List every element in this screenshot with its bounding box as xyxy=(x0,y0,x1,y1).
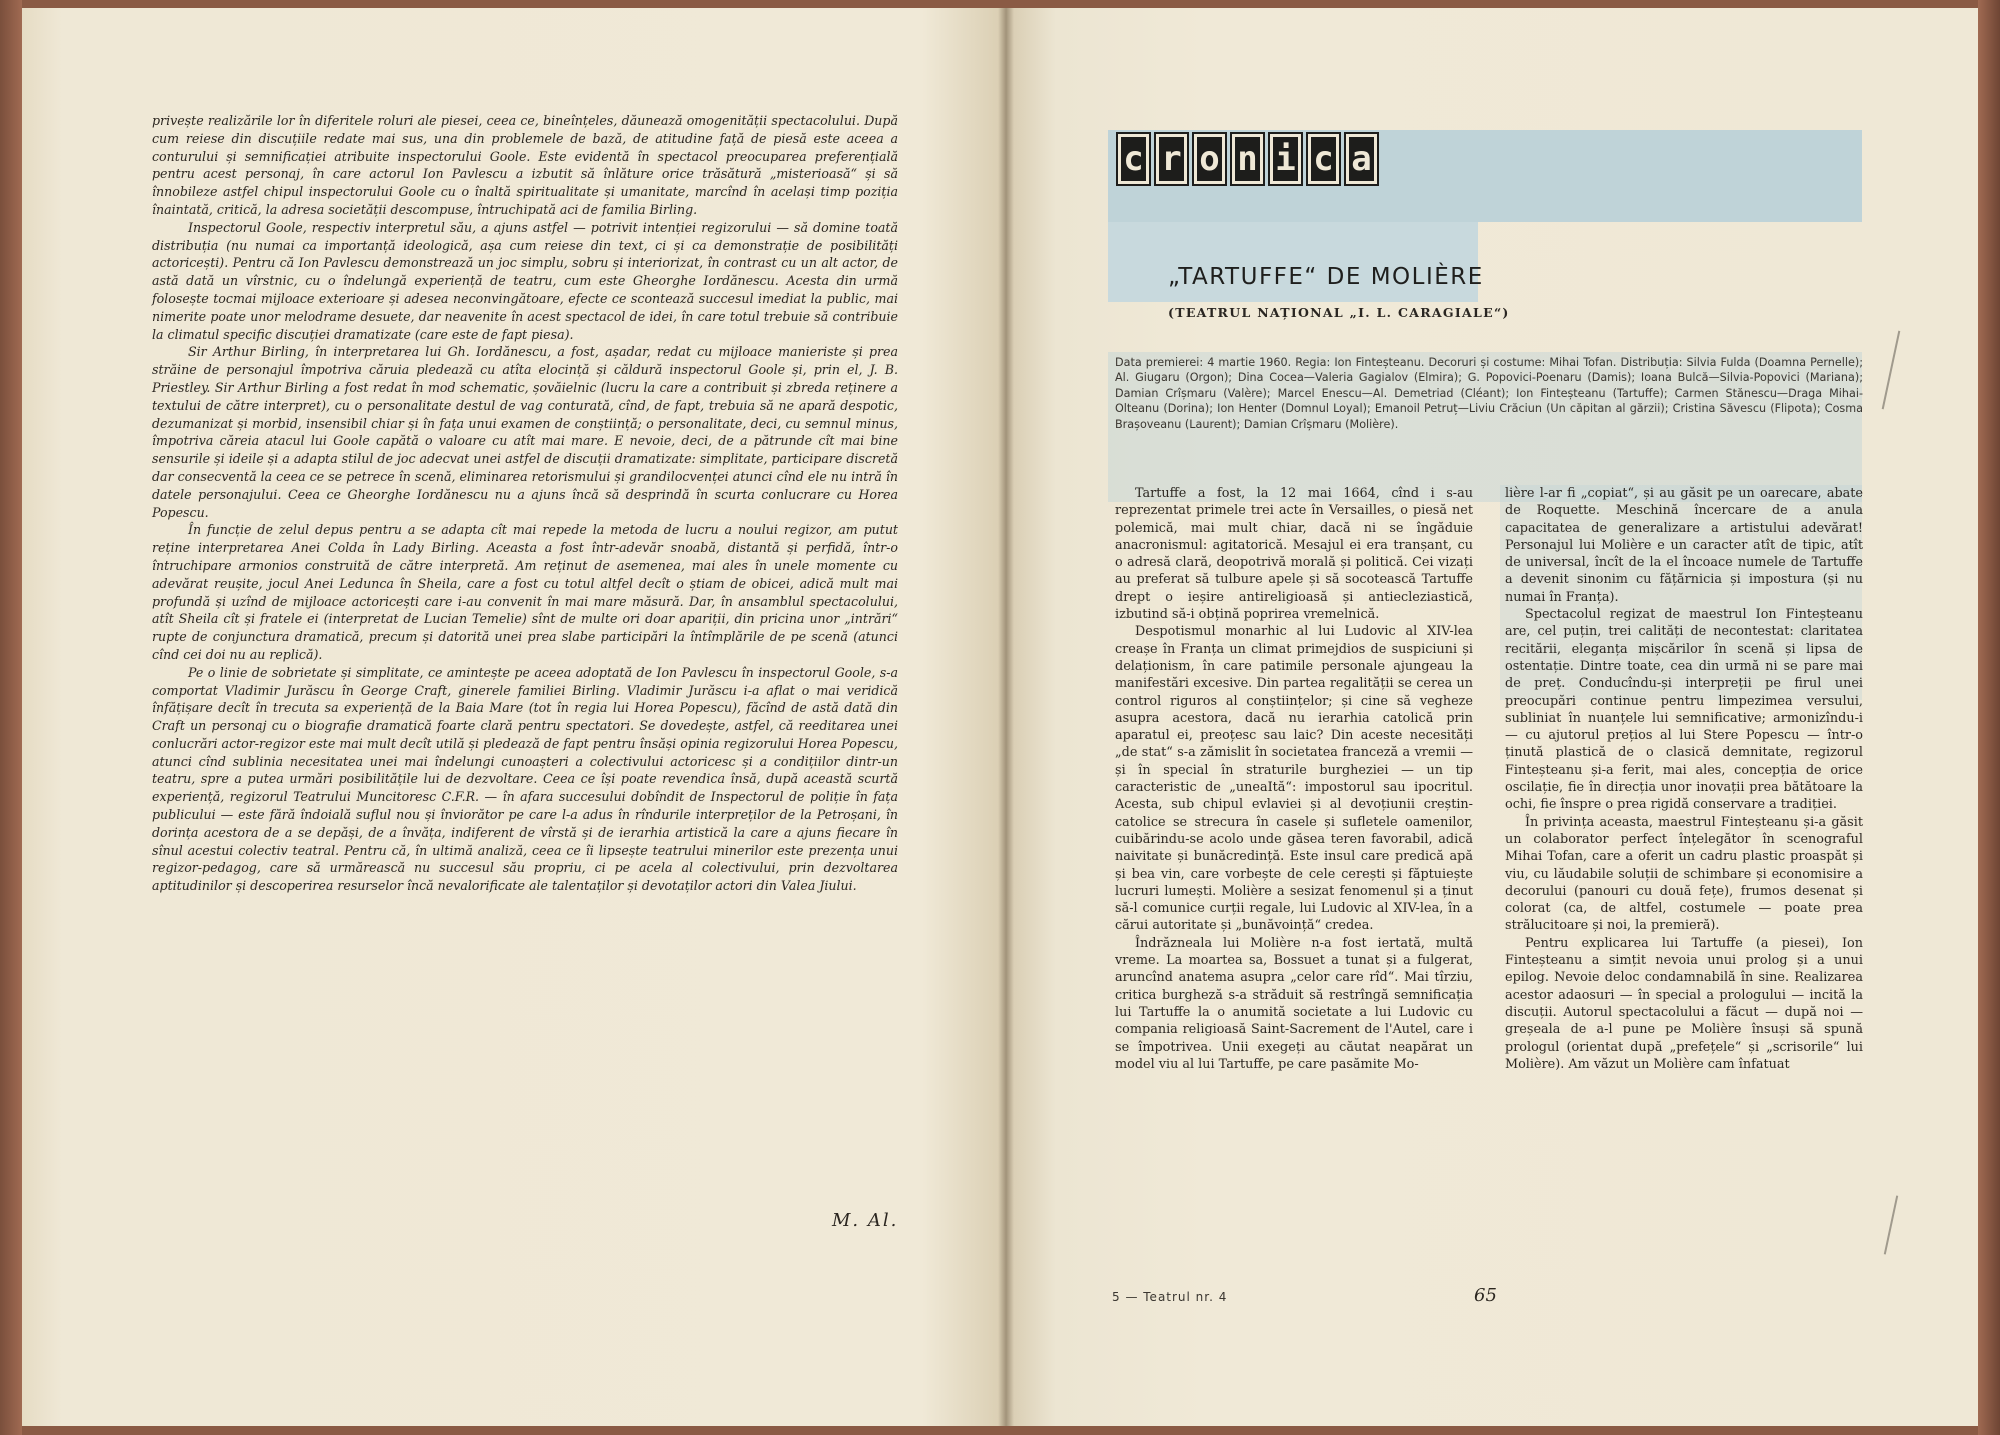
col2-paragraph-4: Pentru explicarea lui Tartuffe (a piesei), Ion Finteșteanu a simțit nevoia unui prolog și a unui epilog. Nevoie deloc condamnabilă în sine. Realizarea acestor adaosuri — în special a prologului — incită la discuții. Autorul spectacolului a făcut — după noi — greșeala de a-l pune pe Molière însuși să spună prologul (orientat după „prefețele“ și „scrisorile“ lui Molière). Am văzut un Molière cam înfatuat xyxy=(1505,935,1863,1072)
title-band xyxy=(1108,222,1478,302)
col1-paragraph-1: Tartuffe a fost, la 12 mai 1664, cînd i s-au reprezentat primele trei acte în Versailles, o piesă net polemică, mai mult chiar, dacă ni se îngăduie anacronismul: agitatorică. Mesajul ei era tranșant, cu o adresă clară, deopotrivă morală și politică. Cei vizați au preferat să tulbure apele și să socotească Tartuffe drept o ieșire antireligioasă și antiecleziastică, izbutind să-i obțină poprirea vremelnică. xyxy=(1115,486,1473,623)
book-gutter xyxy=(998,8,1014,1426)
left-page-article-text xyxy=(152,112,898,895)
left-paragraph-3: Sir Arthur Birling, în interpretarea lui Gh. Iordănescu, a fost, așadar, redat cu mijloace manieriste și prea străine de personajul împotriva căruia pledează cu atîta elocință și căldură inspectorul Goole și, prin el, J. B. Priestley. Sir Arthur Birling a fost redat în mod schematic, șovăielnic (lucru la care a contribuit și zbreda reținere a textului de către interpret), cu o personalitate destul de vag conturată, cînd, de fapt, trebuia să ne apară despotic, dezumanizat și morbid, insensibil chiar și în fața unui examen de conștiință; o personalitate, deci, cu semnul minus, împotriva căreia atacul lui Goole capătă o valoare cu atît mai mare. E nevoie, deci, de a pătrunde cît mai bine sensurile și ideile și a adapta stilul de joc adecvat unei astfel de discuții dramatizate: simplitate, participare discretă dar consecventă la ceea ce se petrece în scenă, eliminarea retorismului și grandilocvenței atunci cînd ele nu intră în datele personajului. Ceea ce Gheorghe Iordănescu nu a ajuns încă să desprindă în scurta conlucrare cu Horea Popescu. xyxy=(152,344,898,520)
article-title: „TARTUFFE“ DE MOLIÈRE xyxy=(1168,264,1484,290)
issue-footer: 5 — Teatrul nr. 4 xyxy=(1112,1290,1228,1304)
left-paragraph-5: Pe o linie de sobrietate și simplitate, ce amintește pe aceea adoptată de Ion Pavlescu în inspectorul Goole, s-a comportat Vladimir Jurăscu în George Craft, ginerele familiei Birling. Vladimir Jurăscu i-a aflat o mai veridică înfățișare decît în trecuta sa experiență de la Baia Mare (tot în regia lui Horea Popescu), făcînd de astă dată din Craft un personaj cu o biografie dramatică foarte clară pentru spectatori. Se dovedește, astfel, că reeditarea unei conlucrări actor-regizor este mai mult decît utilă și pledează de fapt pentru însăși opinia regizorului Horea Popescu, atunci cînd sublinia necesitatea unei mai îndelungi cunoașteri a colectivului actoricesc și a condițiilor dintr-un teatru, spre a putea urmări posibilitățile lui de dezvoltare. Ceea ce își poate revendica însă, după această scurtă experiență, regizorul Teatrului Muncitoresc C.F.R. — în afara succesului dobîndit de Inspectorul de poliție în fața publicului — este fără îndoială suflul nou și înviorător pe care l-a adus în rîndurile interpreților de la Petroșani, în dorința acestora de a se depăși, de a învăța, indiferent de vîrstă și de ierarhia artistică la care a ajuns fiecare în sînul acestui colectiv teatral. Pentru că, în ultimă analiză, ceea ce îi lipsește teatrului minerilor este prezența unui regizor-pedagog, care să urmărească nu succesul său propriu, ci pe acela al colectivului, prin dezvoltarea aptitudinilor și descoperirea resurselor încă nevalorificate ale talentaților și devotaților actori din Valea Jiului. xyxy=(152,664,898,894)
col1-paragraph-3: Îndrăzneala lui Molière n-a fost iertată, multă vreme. La moartea sa, Bossuet a tunat și a fulgerat, aruncînd anatema asupra „celor care rîd“. Mai tîrziu, critica burgheză s-a străduit să restrîngă semnificația lui Tartuffe la o anumită societate a lui Ludovic cu compania religioasă Saint-Sacrement de l'Autel, care i se împotrivea. Unii exegeți au căutat neapărat un model viu al lui Tartuffe, pe care pasămite Mo- xyxy=(1115,935,1473,1072)
left-paragraph-4: În funcție de zelul depus pentru a se adapta cît mai repede la metoda de lucru a noului regizor, am putut reține interpretarea Anei Colda în Lady Birling. Aceasta a fost într-adevăr snoabă, distantă și perfidă, într-o întruchipare armonios construită de către interpretă. Am reținut de asemenea, mai ales în unele momente cu adevărat reușite, jocul Anei Leduncа în Sheila, care a fost cu totul altfel decît o știam de obicei, adică mult mai profundă și uzînd de mijloace actoricești care i-au convenit în mai mare măsură. Dar, în ansamblul spectacolului, atît Sheila cît și fratele ei (interpretat de Lucian Temelie) sînt de multe ori doar apariții, din pricina unor „intrări“ rupte de conjunctura dramatică, precum și datorită unei prea slabe participări la întîmplările de pe scenă (atunci cînd cei doi nu au replică). xyxy=(152,522,898,662)
left-paragraph-1: privește realizările lor în diferitele roluri ale piesei, ceea ce, bineînțeles, dăunează omogenității spectacolului. După cum reiese din discuțiile redate mai sus, una din problemele de bază, de atitudine față de piesă este aceea a conturului și semnificației atribuite inspectorului Goole. Este evidentă în spectacol preocuparea preferențială pentru acest personaj, în care actorul Ion Pavlescu a izbutit să înlăture orice trăsătură „misterioasă“ și să înnobileze astfel chipul inspectorului Goole cu o înaltă spiritualitate și umanitate, marcînd în același timp poziția înaintată, critică, la adresa societății descompuse, întruchipată aci de familia Birling. xyxy=(152,113,898,217)
col2-paragraph-1: lière l-ar fi „copiat“, și au găsit pe un oarecare, abate de Roquette. Meschină încercare de a anula capacitatea de generalizare a artistului adevărat! Personajul lui Molière e un caracter atît de tipic, atît de universal, încît de la el încoace numele de Tartuffe a devenit sinonim cu fățărnicia și impostura (și nu numai în Franța). xyxy=(1505,486,1863,605)
col2-paragraph-2: Spectacolul regizat de maestrul Ion Finteșteanu are, cel puțin, trei calități de necontestat: claritatea recitării, eleganța mișcărilor în scenă și lipsa de ostentație. Dintre toate, cea din urmă ni se pare mai de preț. Conducîndu-și interpreții pe firul unei preocupări continue pentru limpezimea versului, subliniat în nuanțele lui semnificative; armonizîndu-i — cu ajutorul prețios al lui Stere Popescu — într-o ținută plastică de o clasică demnitate, regizorul Finteșteanu și-a ferit, mai ales, concepția de orice oscilație, fie în direcția unor inovații prea bătătoare la ochi, fie înspre o prea rigidă conservare a tradiției. xyxy=(1505,607,1863,813)
col1-paragraph-2: Despotismul monarhic al lui Ludovic al XIV-lea creașe în Franța un climat primejdios de suspiciuni și delaționism, în care patimile personale ajungeau la manifestări excesive. Din partea regalității se cerea un control riguros al conștiințelor; și cine să vegheze asupra acestora, dacă nu ierarhia catolică prin aparatul ei, preoțesc sau laic? Din aceste necesități „de stat“ s-a zămislit în societatea franceză a vremii — și în special în straturile burgheziei — un tip caracteristic de „uneaItă“: impostorul sau ipocritul. Acesta, sub chipul evlaviei și al devoțiunii creștin-catolice se strecura în casele și sufletele oamenilor, cuibărindu-se acolo unde găsea teren favorabil, adică naivitate și bunăcredință. Este insul care predică apă și bea vin, care vorbește de cele cerești și făptuiește lucruri lumești. Molière a sesizat fenomenul și a ținut să-l comunice curții regale, lui Ludovic al XIV-lea, în a cărui autoritate și „bunăvoință“ credea. xyxy=(1115,624,1473,934)
logo-letter: i xyxy=(1268,132,1303,186)
col2-paragraph-3: În privința aceasta, maestrul Finteșteanu și-a găsit un colaborator perfect înțelegător în scenograful Mihai Tofan, care a oferit un cadru plastic proaspăt și viu, cu lăudabile soluții de schimbare și economisire a decorului (panouri cu două fețe), frumos desenat și colorat (ca, de altfel, costumele — poate prea strălucitoare și noi, la premieră). xyxy=(1505,814,1863,934)
cronica-section-logo xyxy=(1116,132,1379,188)
logo-letter: n xyxy=(1230,132,1265,186)
production-credits: Data premierei: 4 martie 1960. Regia: Ion Finteșteanu. Decoruri și costume: Mihai Tofan. Distribuția: Silvia Fulda (Doamna Pernelle); Al. Giugaru (Orgon); Dina Cocea—Valeria Gagialov (Elmira); G. Popovici-Poenaru (Damis); Ioana Bulcă—Silvia-Popovici (Mariana); Damian Crîșmaru (Valère); Marcel Enescu—Al. Demetriad (Cléant); Ion Finteșteanu (Tartuffe); Carmen Stănescu—Draga Mihai-Olteanu (Dorina); Ion Henter (Domnul Loyal); Emanoil Petruț—Liviu Crăciun (Un căpitan al gărzii); Cristina Săvescu (Flipota); Cosma Brașoveanu (Laurent); Damian Crîșmaru (Molière). xyxy=(1115,356,1863,431)
right-column-2 xyxy=(1505,485,1863,1073)
author-signature: M. Al. xyxy=(832,1210,899,1231)
logo-letter: a xyxy=(1344,132,1379,186)
logo-letter: c xyxy=(1116,132,1151,186)
logo-letter: c xyxy=(1306,132,1341,186)
logo-letter: o xyxy=(1192,132,1227,186)
page-number: 65 xyxy=(1474,1285,1497,1306)
logo-letter: r xyxy=(1154,132,1189,186)
left-paragraph-2: Inspectorul Goole, respectiv interpretul său, a ajuns astfel — potrivit intenției regizorului — să domine toată distribuția (nu numai ca importanță ideologică, așa cum reiese din text, ci și ca demonstrație de posibilități actoricești). Pentru că Ion Pavlescu demonstrează un joc simplu, sobru și interiorizat, în contrast cu un alt actor, de astă dată un vîrstnic, cu o îndelungă experiență de teatru, cum este Gheorghe Iordănescu. Acesta din urmă folosește tocmai mijloace exterioare și adesea neconvingătoare, efecte ce scontează succesul imediat la public, mai nimerite poate unor melodrame desuete, dar neavenite în acest spectacol de idei, în care totul trebuie să contribuie la climatul specific discuției dramatizate (care este de fapt piesa). xyxy=(152,219,898,342)
book-cover-edge-right xyxy=(1978,0,2000,1435)
article-subtitle: (TEATRUL NAȚIONAL „I. L. CARAGIALE“) xyxy=(1168,305,1510,320)
right-column-1 xyxy=(1115,485,1473,1073)
book-cover-edge-left xyxy=(0,0,22,1435)
